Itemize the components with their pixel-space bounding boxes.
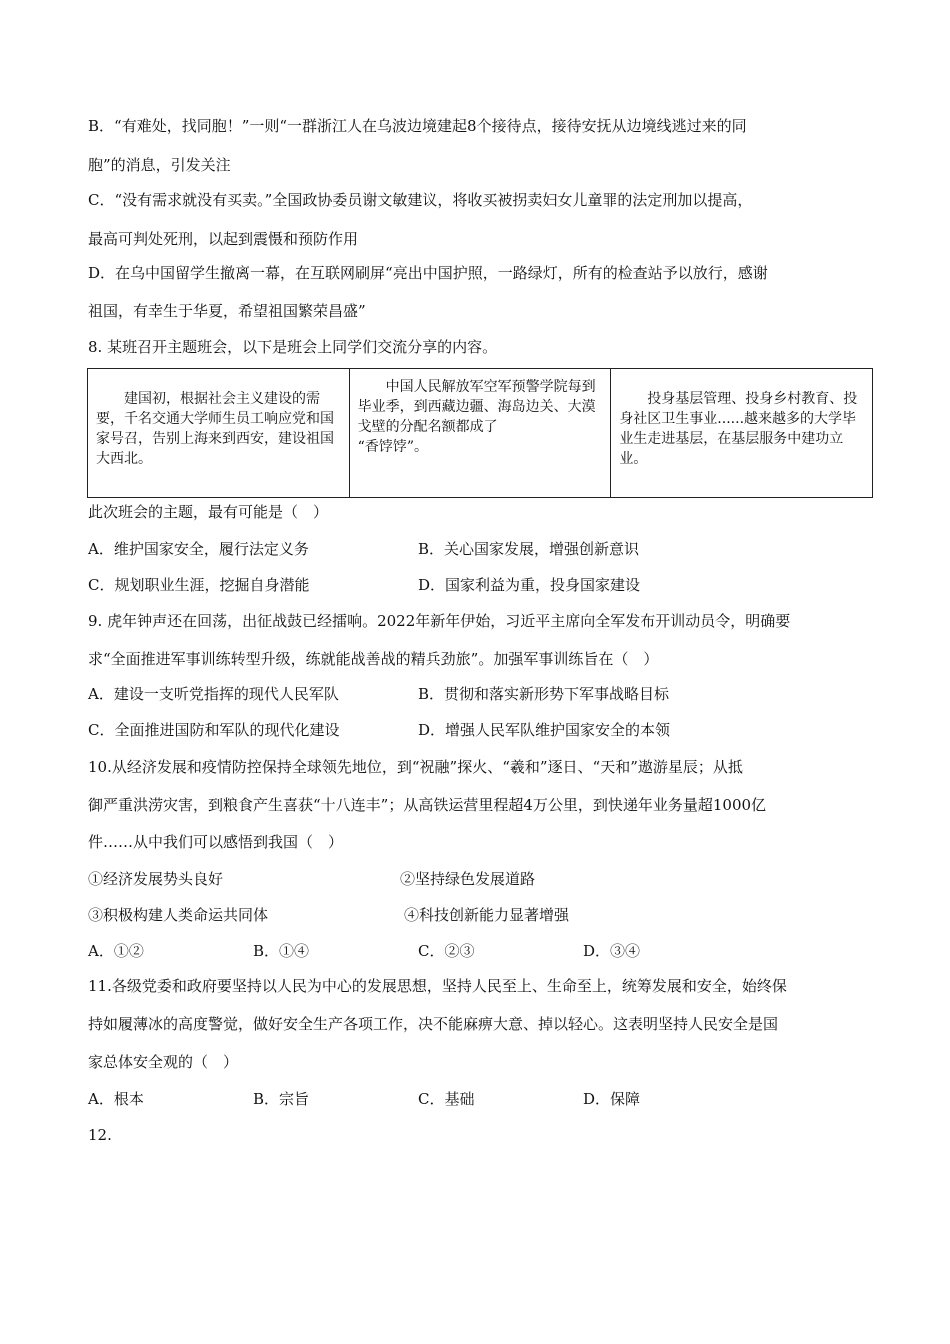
q8-option-c[interactable]: C．规划职业生涯，挖掘自身潜能 bbox=[88, 576, 310, 594]
q8-option-a[interactable]: A．维护国家安全，履行法定义务 bbox=[88, 540, 309, 558]
q8-cell-3: 投身基层管理、投身乡村教育、投身社区卫生事业......越来越多的大学毕业生走进基层，在基层服务中建功立业。 bbox=[611, 369, 873, 498]
q8-stem: 8. 某班召开主题班会，以下是班会上同学们交流分享的内容。 bbox=[88, 338, 498, 356]
q10-item-2: ②坚持绿色发展道路 bbox=[400, 870, 536, 888]
q11-stem-line1: 11.各级党委和政府要坚持以人民为中心的发展思想，坚持人民至上、生命至上，统筹发展和安全，始终保 bbox=[88, 977, 787, 995]
q10-item-3: ③积极构建人类命运共同体 bbox=[88, 906, 269, 924]
q9-option-a[interactable]: A．建设一支听党指挥的现代人民军队 bbox=[88, 685, 339, 703]
q10-option-c[interactable]: C．②③ bbox=[418, 942, 475, 960]
q8-question: 此次班会的主题，最有可能是（ ） bbox=[88, 503, 329, 521]
q10-stem-line3: 件……从中我们可以感悟到我国（ ） bbox=[88, 833, 344, 851]
q9-stem-line1: 9. 虎年钟声还在回荡，出征战鼓已经擂响。2022年新年伊始，习近平主席向全军发布开训动员令，明确要 bbox=[88, 612, 791, 630]
table-row bbox=[88, 369, 873, 498]
q11-stem-line3: 家总体安全观的（ ） bbox=[88, 1053, 239, 1071]
q7-option-b-line1: B．“有难处，找同胞！”一则“一群浙江人在乌波边境建起8个接待点，接待安抚从边境线逃过来的同 bbox=[88, 117, 747, 135]
q10-option-d[interactable]: D．③④ bbox=[583, 942, 641, 960]
q10-option-a[interactable]: A．①② bbox=[88, 942, 144, 960]
q10-item-1: ①经济发展势头良好 bbox=[88, 870, 224, 888]
q8-cell-2: 中国人民解放军空军预警学院每到毕业季，到西藏边疆、海岛边关、大漠戈壁的分配名额都成了 “香饽饽”。 bbox=[349, 369, 611, 498]
q11-stem-line2: 持如履薄冰的高度警觉，做好安全生产各项工作，决不能麻痹大意、掉以轻心。这表明坚持人民安全是国 bbox=[88, 1015, 779, 1033]
q8-option-b[interactable]: B．关心国家发展，增强创新意识 bbox=[418, 540, 640, 558]
q7-option-c-line1: C．“没有需求就没有买卖。”全国政协委员谢文敏建议，将收买被拐卖妇女儿童罪的法定刑加以提高， bbox=[88, 191, 753, 209]
q9-stem-line2: 求“全面推进军事训练转型升级，练就能战善战的精兵劲旅”。加强军事训练旨在（ ） bbox=[88, 650, 659, 668]
q7-option-b-line2: 胞”的消息，引发关注 bbox=[88, 156, 231, 174]
q8-share-table bbox=[87, 368, 873, 498]
q8-cell-1: 建国初，根据社会主义建设的需要，千名交通大学师生员工响应党和国家号召，告别上海来到西安，建设祖国大西北。 bbox=[88, 369, 350, 498]
q11-option-b[interactable]: B．宗旨 bbox=[253, 1090, 310, 1108]
q12-number: 12. bbox=[88, 1126, 112, 1144]
q11-option-c[interactable]: C．基础 bbox=[418, 1090, 475, 1108]
q9-option-b[interactable]: B．贯彻和落实新形势下军事战略目标 bbox=[418, 685, 670, 703]
q10-stem-line2: 御严重洪涝灾害，到粮食产生喜获“十八连丰”；从高铁运营里程超4万公里，到快递年业务量超1000亿 bbox=[88, 796, 767, 814]
q9-option-d[interactable]: D．增强人民军队维护国家安全的本领 bbox=[418, 721, 671, 739]
q7-option-d-line2: 祖国，有幸生于华夏，希望祖国繁荣昌盛” bbox=[88, 302, 366, 320]
q11-option-d[interactable]: D．保障 bbox=[583, 1090, 641, 1108]
q10-stem-line1: 10.从经济发展和疫情防控保持全球领先地位，到“祝融”探火、“羲和”逐日、“天和”遨游星辰；从抵 bbox=[88, 758, 743, 776]
q9-option-c[interactable]: C．全面推进国防和军队的现代化建设 bbox=[88, 721, 340, 739]
q11-option-a[interactable]: A．根本 bbox=[88, 1090, 144, 1108]
q10-item-4: ④科技创新能力显著增强 bbox=[404, 906, 570, 924]
q8-option-d[interactable]: D．国家利益为重，投身国家建设 bbox=[418, 576, 641, 594]
q7-option-d-line1: D．在乌中国留学生撤离一幕，在互联网刷屏“亮出中国护照，一路绿灯，所有的检查站予以放行，感谢 bbox=[88, 264, 768, 282]
q7-option-c-line2: 最高可判处死刑，以起到震慑和预防作用 bbox=[88, 230, 359, 248]
q10-option-b[interactable]: B．①④ bbox=[253, 942, 310, 960]
